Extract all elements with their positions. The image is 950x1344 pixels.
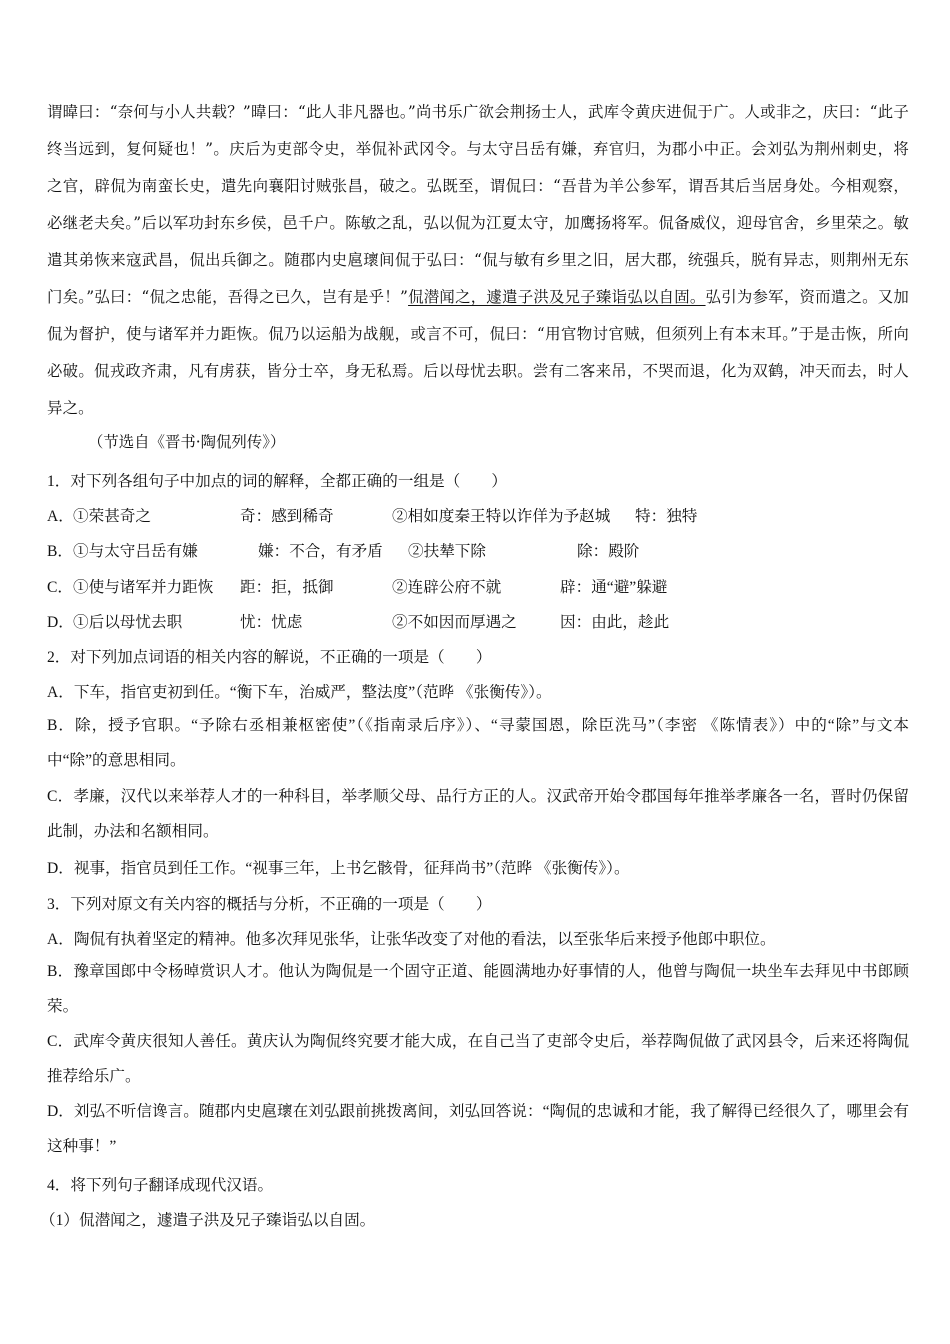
passage-source: （节选自《晋书·陶侃列传》）	[88, 433, 286, 451]
q1-option-explanation: 除：殿阶	[577, 543, 640, 560]
passage-text	[47, 94, 909, 427]
q1-option-letter: A．	[47, 508, 74, 525]
q2-stem: 2．对下列加点词语的相关内容的解说，不正确的一项是（ ）	[47, 649, 492, 666]
q4-stem: 4．将下列句子翻译成现代汉语。	[47, 1177, 274, 1194]
q1-option-sentence: ①荣甚奇之	[73, 508, 151, 525]
q1-option-sentence: ①与太守吕岳有嫌	[73, 543, 198, 560]
q2-option-c: C．孝廉，汉代以来举荐人才的一种科目，举孝顺父母、品行方正的人。汉武帝开始令郡国每年推举孝廉各一名，晋时仍保留此制，办法和名额相同。	[47, 788, 909, 840]
q1-option-explanation: 嫌：不合，有矛盾	[258, 543, 383, 560]
q2-option-a: A．下车，指官吏初到任。“衡下车，治威严，整法度”（范晔 《张衡传》）。	[47, 684, 552, 701]
q2-option-d: D．视事，指官员到任工作。“视事三年，上书乞骸骨，征拜尚书”（范晔 《张衡传》）。	[47, 860, 630, 877]
q1-stem: 1．对下列各组句子中加点的词的解释，全都正确的一组是（ ）	[47, 473, 508, 490]
q1-option-letter: D．	[47, 614, 74, 631]
q2-option-b: B．除，授予官职。“予除右丞相兼枢密使”（《指南录后序》）、“寻蒙国恩，除臣洗马”（李密 《陈情表》）中的“除”与文本中“除”的意思相同。	[47, 717, 909, 769]
q1-option-letter: B．	[47, 543, 73, 560]
q1-option-sentence: ①后以母忧去职	[73, 614, 183, 631]
q3-option-b: B．豫章国郎中令杨晫赏识人才。他认为陶侃是一个固守正道、能圆满地办好事情的人，他曾与陶侃一块坐车去拜见中书郎顾荣。	[47, 963, 909, 1015]
q1-option-sentence: ②扶辇下除	[408, 543, 486, 560]
q1-option-sentence: ②连辟公府不就	[392, 579, 502, 596]
q1-option-letter: C．	[47, 579, 73, 596]
q1-option-explanation: 特：独特	[635, 508, 698, 525]
q3-option-c: C．武库令黄庆很知人善任。黄庆认为陶侃终究要才能大成，在自己当了吏部令史后，举荐陶侃做了武冈县令，后来还将陶侃推荐给乐广。	[47, 1033, 909, 1085]
q1-option-sentence: ①使与诸军并力距恢	[73, 579, 214, 596]
q4-item-1: （1）侃潜闻之，遽遣子洪及兄子臻诣弘以自固。	[40, 1212, 376, 1229]
q1-option-explanation: 辟：通“避”躲避	[560, 579, 668, 596]
q1-option-sentence: ②不如因而厚遇之	[392, 614, 517, 631]
passage-underlined-sentence: 侃潜闻之，遽遣子洪及兄子臻诣弘以自固。	[408, 288, 706, 306]
q1-option-explanation: 奇：感到稀奇	[240, 508, 334, 525]
q3-stem: 3．下列对原文有关内容的概括与分析，不正确的一项是（ ）	[47, 896, 492, 913]
q3-option-d: D．刘弘不听信谗言。随郡内史扈瓌在刘弘跟前挑拨离间，刘弘回答说：“陶侃的忠诚和才能，我了解得已经很久了，哪里会有这种事！”	[47, 1103, 909, 1155]
q1-option-explanation: 忧：忧虑	[240, 614, 303, 631]
q1-option-explanation: 因：由此，趁此	[560, 614, 670, 631]
q1-option-explanation: 距：拒，抵御	[240, 579, 334, 596]
passage-text-before: 谓暐曰：“奈何与小人共载？”暐曰：“此人非凡器也。”尚书乐广欲会荆扬士人，武库令黄庆进侃于广。人或非之，庆曰：“此子终当远到，复何疑也！”。庆后为吏部令史，举侃补武冈令。与太守吕岳有嫌，弃官归，为郡小中正。会刘弘为荆州刺史，将之官，辟侃为南蛮长史，遣先向襄阳讨贼张昌，破之。弘既至，谓侃曰：“吾昔为羊公参军，谓吾其后当居身处。今相观察，必继老夫矣。”后以军功封东乡侯，邑千户。陈敏之乱，弘以侃为江夏太守，加鹰扬将军。侃备威仪，迎母官舍，乡里荣之。敏遣其弟恢来寇武昌，侃出兵御之。随郡内史扈瓌间侃于弘曰：“侃与敏有乡里之旧，居大郡，统强兵，脱有异志，则荆州无东门矣。”弘曰：“侃之忠能，吾得之已久，岂有是乎！”	[47, 103, 909, 306]
passage-text-after: 弘引为参军，资而遣之。又加侃为督护，使与诸军并力距恢。侃乃以运船为战舰，或言不可，侃曰：“用官物讨官贼，但须列上有本末耳。”于是击恢，所向必破。侃戎政齐肃，凡有虏获，皆分士卒，身无私焉。后以母忧去职。尝有二客来吊，不哭而退，化为双鹤，冲天而去，时人异之。	[47, 288, 909, 417]
q3-option-a: A．陶侃有执着坚定的精神。他多次拜见张华，让张华改变了对他的看法，以至张华后来授予他郎中职位。	[47, 931, 776, 948]
q1-option-sentence: ②相如度秦王特以诈佯为予赵城	[392, 508, 611, 525]
